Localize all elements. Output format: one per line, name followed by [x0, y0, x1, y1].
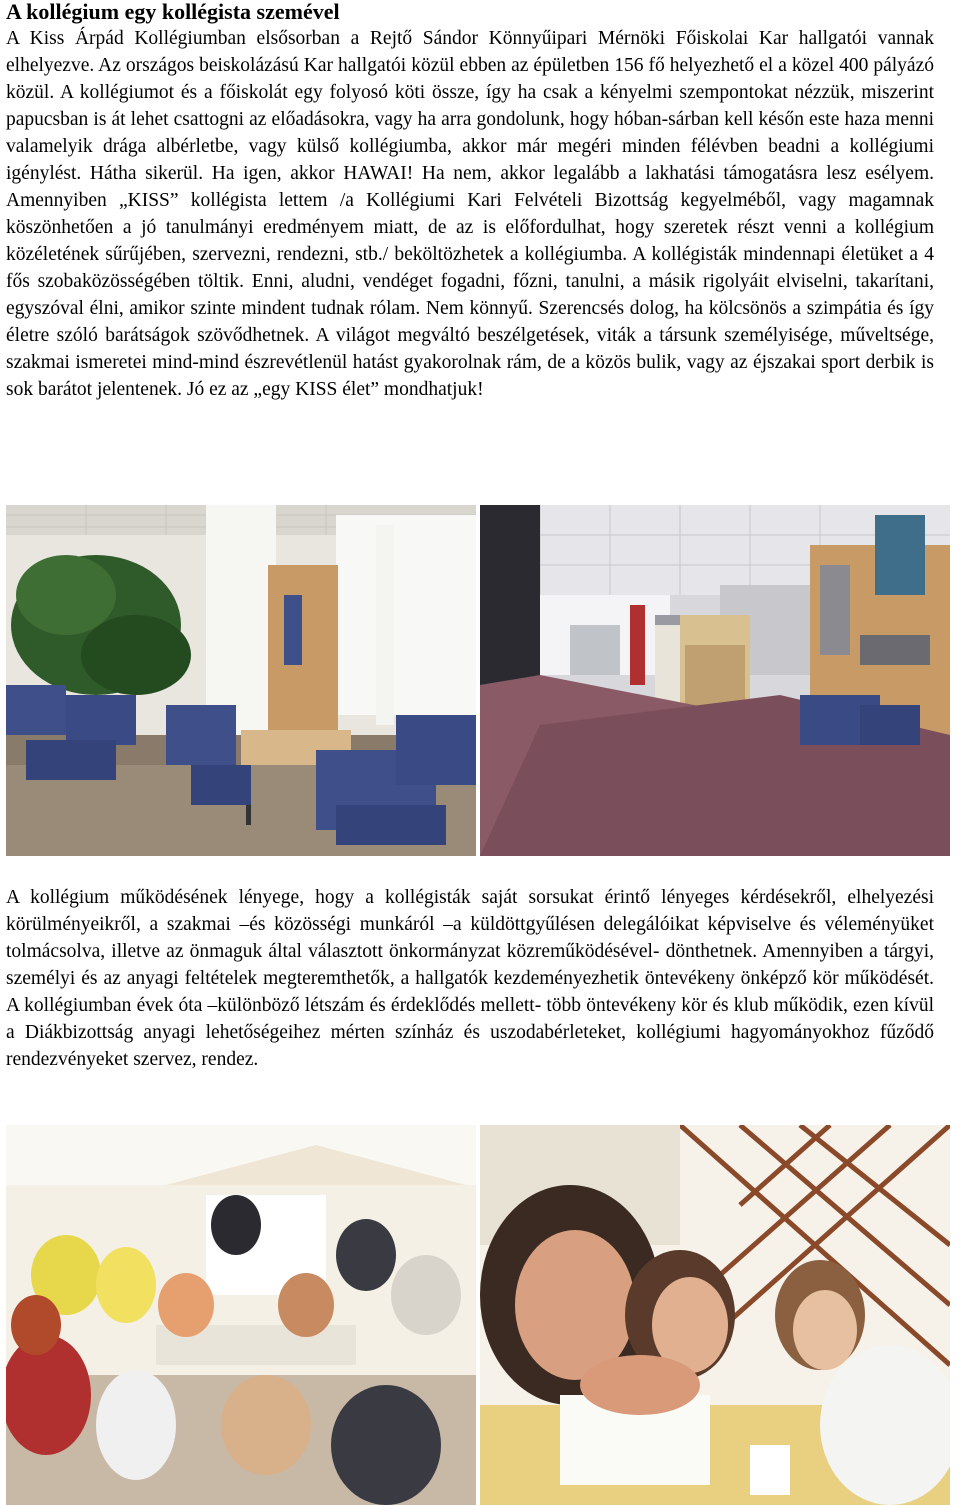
photo-row-bottom	[6, 1125, 950, 1505]
photo-lounge	[6, 505, 476, 856]
photo-group-meeting	[6, 1125, 476, 1505]
paragraph-governance: A kollégium működésének lényege, hogy a kollégisták saját sorsukat érintő lényeges kérdésekről, elhelyezési körülményeikről, a szakmai –és közösségi munkáról –a küldöttgyűlésen delegálóikat képviselve és véleményüket tolmácsolva, illetve az önmaguk által választott önkormányzat közreműködésével- dönthetnek. Amennyiben a tárgyi, személyi és az anyagi feltételek megteremthetők, a hallgatók kezdeményezhetik öntevékeny önképző kör működését. A kollégiumban évek óta –különböző létszám és érdeklődés mellett- több öntevékeny kör és klub működik, ezen kívül a Diákbizottság anyagi lehetőségeihez mérten színház és uszodabérleteket, kollégiumi hagyományokhoz fűződő rendezvényeket szervez, rendez.	[6, 887, 934, 1070]
paragraph-intro: A Kiss Árpád Kollégiumban elsősorban a Rejtő Sándor Könnyűipari Mérnöki Főiskolai Kar hallgatói vannak elhelyezve. Az országos beiskolázású Kar hallgatói közül ebben az épületben 156 fő helyezhető el a közel 400 pályázó közül. A kollégiumot és a főiskolát egy folyosó köti össze, így ha csak a kényelmi szempontokat nézzük, miszerint papucsban is át lehet csattogni az előadásokra, vagy ha arra gondolunk, hogy hóban-sárban kell későn este haza menni valamelyik drága albérletbe, vagy külső kollégiumba, akkor már megéri minden félévben beadni a kollégiumi igénylést. Hátha sikerül. Ha igen, akkor HAWAI! Ha nem, akkor legalább a lakhatási támogatásra lesz esélyem. Amennyiben „KISS” kollégista lettem /a Kollégiumi Kari Felvételi Bizottság kegyelméből, vagy magamnak köszönhetően a jó tanulmányi eredményem miatt, de az is előfordulhat, hogy szeretek részt venni a kollégium közéletének sűrűjében, szervezni, rendezni, stb./ beköltözhetek a kollégiumba. A kollégisták mindennapi életüket a 4 fős szobaközösségében töltik. Enni, aludni, vendéget fogadni, főzni, tanulni, a másik rigolyáit elviselni, takarítani, egyszóval élni, amikor szinte mindent tudnak rólam. Nem könnyű. Szerencsés dolog, ha kölcsönös a szimpátia és így életre szóló barátságok szövődhetnek. A világot megváltó beszélgetések, viták a társunk személyisége, műveltsége, szakmai ismeretei mind-mind észrevétlenül hatást gyakorolnak rám, de a közös bulik, vagy az éjszakai sport derbik is sok barátot jelentenek. Jó ez az „egy KISS élet” mondhatjuk!	[6, 28, 934, 400]
photo-students-table	[480, 1125, 950, 1505]
article-title: A kollégium egy kollégista szemével	[6, 0, 340, 24]
photo-hallway	[480, 505, 950, 856]
article	[6, 0, 934, 403]
photo-row-top	[6, 505, 950, 856]
paragraph-governance-block	[6, 884, 934, 1073]
